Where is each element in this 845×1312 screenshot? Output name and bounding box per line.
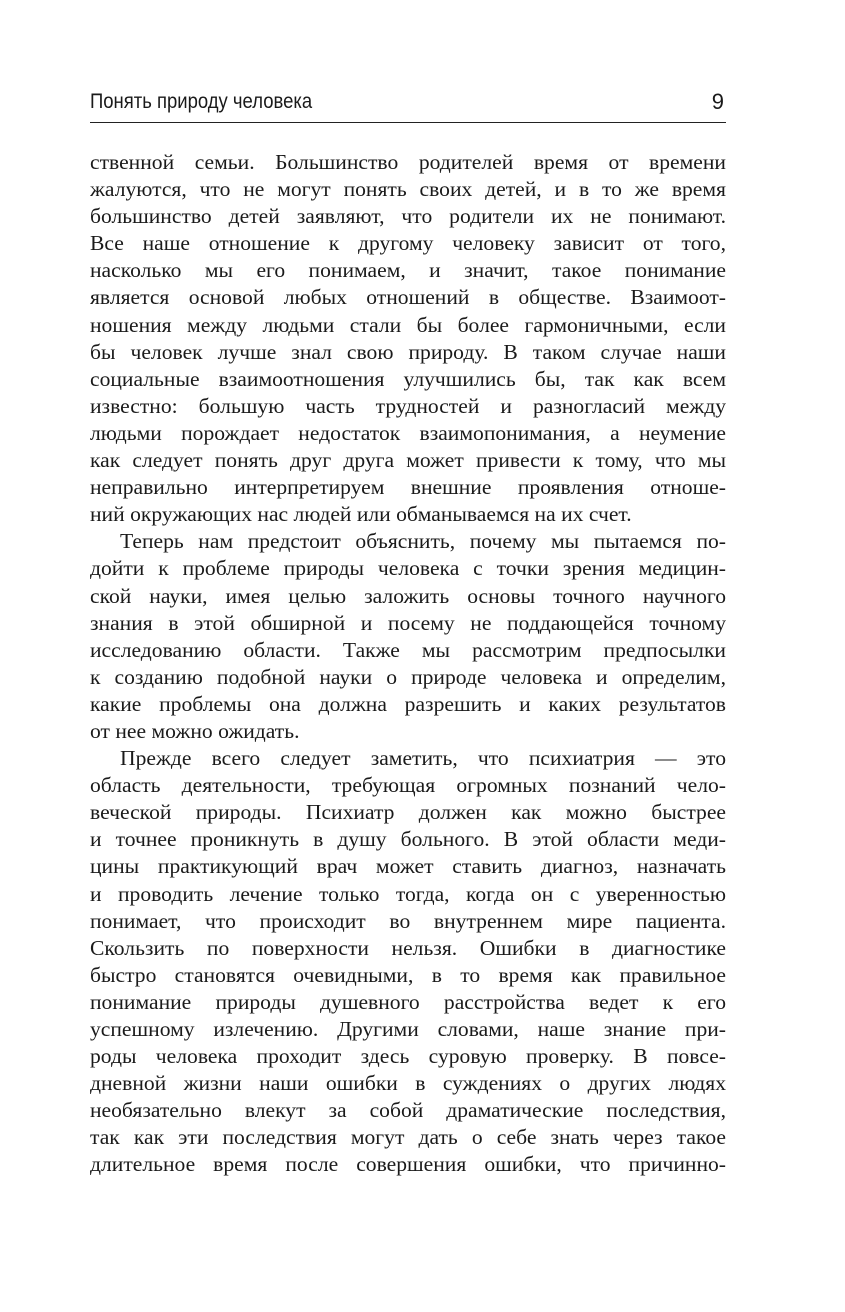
text-line: ношения между людьми стали бы более гармоничными, если [90, 312, 726, 337]
text-line: от нее можно ожидать. [90, 718, 300, 743]
paragraph-1 [90, 149, 726, 528]
text-line: понимает, что происходит во внутреннем мире пациента. [90, 908, 726, 933]
text-line: Все наше отношение к другому человеку зависит от того, [90, 231, 726, 256]
text-line: известно: большую часть трудностей и разногласий между [90, 393, 726, 418]
running-head [90, 88, 726, 123]
text-line: большинство детей заявляют, что родители их не понимают. [90, 204, 726, 229]
text-line: жалуются, что не могут понять своих детей, и в то же время [90, 177, 726, 202]
text-line: необязательно влекут за собой драматические последствия, [90, 1098, 726, 1123]
text-line: успешному излечению. Другими словами, наше знание при- [90, 1017, 726, 1041]
text-line: веческой природы. Психиатр должен как можно быстрее [90, 800, 726, 825]
text-line: роды человека проходит здесь суровую проверку. В повсе- [90, 1044, 726, 1069]
text-line: бы человек лучше знал свою природу. В таком случае наши [90, 339, 726, 364]
running-title: Понять природу человека [90, 90, 313, 113]
text-line: насколько мы его понимаем, и значит, такое понимание [90, 258, 726, 283]
text-line: ний окружающих нас людей или обманываемся на их счет. [90, 502, 632, 527]
text-line: знания в этой обширной и посему не поддающейся точному [90, 610, 726, 635]
page-number: 9 [711, 89, 724, 114]
text-line: к созданию подобной науки о природе человека и определим, [90, 664, 726, 689]
paragraph-2 [90, 528, 726, 745]
text-line: как следует понять друг друга может привести к тому, что мы [90, 448, 726, 473]
text-line: Скользить по поверхности нельзя. Ошибки в диагностике [90, 935, 726, 960]
text-line: является основой любых отношений в обществе. Взаимоот- [90, 285, 726, 310]
text-line: и проводить лечение только тогда, когда он с уверенностью [90, 881, 726, 906]
text-line: какие проблемы она должна разрешить и каких результатов [90, 691, 726, 716]
text-line: ственной семьи. Большинство родителей время от времени [90, 150, 726, 174]
text-line: и точнее проникнуть в душу больного. В этой области меди- [90, 827, 726, 852]
text-line: социальные взаимоотношения улучшились бы, так как всем [90, 366, 726, 391]
paragraph-3 [90, 745, 726, 1179]
text-line: Теперь нам предстоит объяснить, почему мы пытаемся по- [120, 529, 726, 554]
text-line: понимание природы душевного расстройства ведет к его [90, 989, 726, 1014]
text-line: так как эти последствия могут дать о себе знать через такое [90, 1125, 726, 1150]
text-line: дойти к проблеме природы человека с точки зрения медицин- [90, 556, 726, 581]
text-line: ской науки, имея целью заложить основы точного научного [90, 583, 726, 608]
body-text [90, 149, 726, 1179]
text-line: быстро становятся очевидными, в то время как правильное [90, 962, 726, 987]
text-line: длительное время после совершения ошибки, что причинно- [90, 1152, 726, 1177]
text-line: дневной жизни наши ошибки в суждениях о других людях [90, 1071, 726, 1096]
text-line: Прежде всего следует заметить, что психиатрия — это [120, 746, 726, 771]
text-line: цины практикующий врач может ставить диагноз, назначать [90, 854, 726, 879]
text-line: исследованию области. Также мы рассмотрим предпосылки [90, 637, 726, 662]
text-line: людьми порождает недостаток взаимопонимания, а неумение [90, 420, 726, 445]
text-line: неправильно интерпретируем внешние проявления отноше- [90, 475, 726, 500]
text-line: область деятельности, требующая огромных познаний чело- [90, 773, 726, 798]
